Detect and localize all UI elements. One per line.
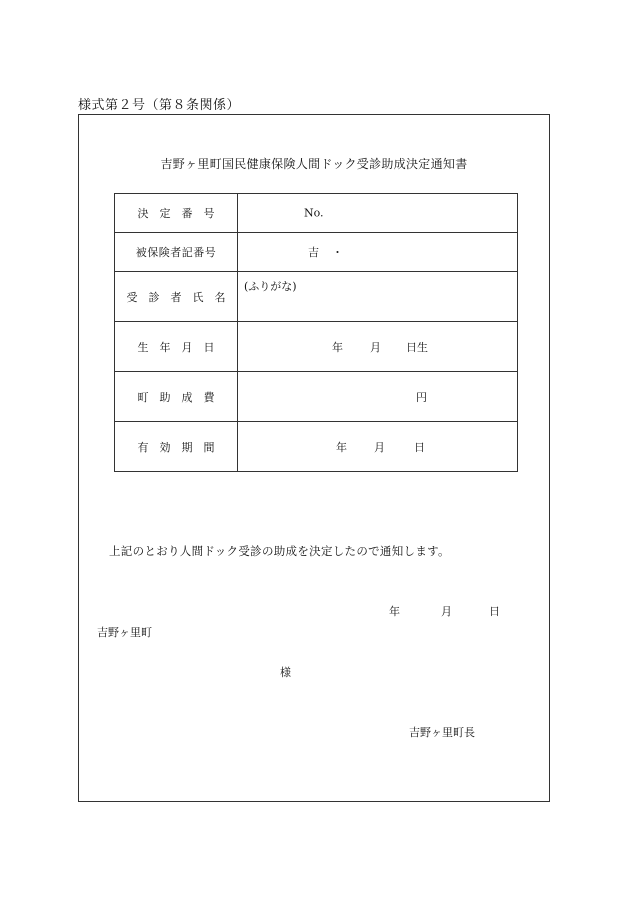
examinee-name-cell [238, 272, 518, 322]
birth-date-label: 生 年 月 日 [115, 322, 238, 372]
validity-label: 有 効 期 間 [115, 422, 238, 472]
birth-month-unit: 月 [370, 340, 381, 354]
table-row-examinee-name [115, 272, 518, 322]
notice-frame [78, 114, 550, 802]
birth-date-cell [238, 322, 518, 372]
table-row-birth-date [115, 322, 518, 372]
decision-number-cell [238, 194, 518, 233]
document-title: 吉野ヶ里町国民健康保険人間ドック受診助成決定通知書 [160, 157, 468, 171]
insured-number-prefix: 吉 [308, 246, 319, 259]
issue-month-unit: 月 [441, 605, 452, 618]
decision-number-label: 決 定 番 号 [115, 194, 238, 233]
insured-number-cell [238, 233, 518, 272]
recipient-town: 吉野ヶ里町 [97, 626, 152, 639]
subsidy-label: 町 助 成 費 [115, 372, 238, 422]
birth-year-unit: 年 [332, 340, 343, 354]
info-table [114, 193, 518, 472]
insured-number-label: 被保険者記番号 [115, 233, 238, 272]
form-number-label: 様式第２号（第８条関係） [78, 98, 241, 113]
birth-day-unit: 日生 [406, 340, 428, 354]
subsidy-cell [238, 372, 518, 422]
furigana-note: (ふりがな) [244, 280, 297, 293]
table-row-decision-number [115, 194, 518, 233]
recipient-honorific: 様 [280, 666, 291, 679]
validity-year-unit: 年 [336, 440, 347, 454]
table-row-insured-number [115, 233, 518, 272]
insured-number-separator: ・ [332, 246, 343, 259]
validity-month-unit: 月 [374, 440, 385, 454]
table-row-validity [115, 422, 518, 472]
issue-day-unit: 日 [489, 605, 500, 618]
validity-cell [238, 422, 518, 472]
subsidy-yen-unit: 円 [416, 390, 427, 404]
notice-statement: 上記のとおり人間ドック受診の助成を決定したので通知します。 [109, 544, 450, 558]
table-row-subsidy [115, 372, 518, 422]
decision-number-prefix: No. [304, 206, 324, 220]
issuer-name: 吉野ヶ里町長 [409, 726, 475, 739]
examinee-name-label: 受 診 者 氏 名 [115, 272, 238, 322]
validity-day-unit: 日 [414, 440, 425, 454]
issue-year-unit: 年 [389, 605, 400, 618]
